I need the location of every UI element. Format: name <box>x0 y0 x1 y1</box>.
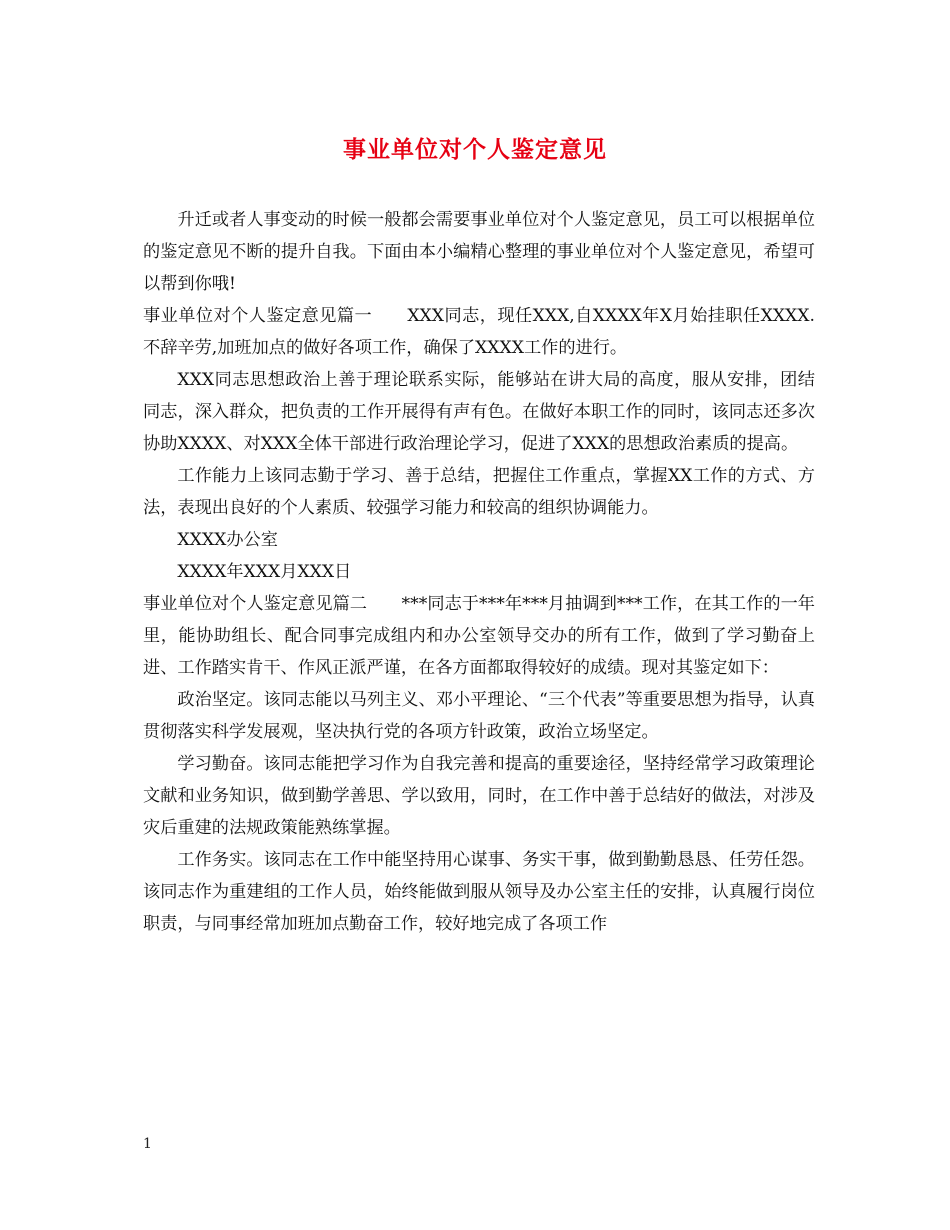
signature-date: XXXX年XXX月XXX日 <box>177 562 352 582</box>
paragraph-intro: 升迁或者人事变动的时候一般都会需要事业单位对个人鉴定意见，员工可以根据单位的鉴定意见不断的提升自我。下面由本小编精心整理的事业单位对个人鉴定意见，希望可以帮到你哦! <box>143 210 815 294</box>
paragraph-politically-firm: 政治坚定。该同志能以马列主义、邓小平理论、“三个代表”等重要思想为指导，认真贯彻落实科学发展观，坚决执行党的各项方针政策，政治立场坚定。 <box>143 690 815 742</box>
document-body <box>143 204 815 940</box>
document-title: 事业单位对个人鉴定意见 <box>343 136 607 163</box>
page-number: 1 <box>143 1136 152 1152</box>
paragraph-section-one-heading: 事业单位对个人鉴定意见篇一 XXX同志，现任XXX,自XXXX年X月始挂职任XXXX.不辞辛劳,加班加点的做好各项工作，确保了XXXX工作的进行。 <box>143 306 815 358</box>
paragraph-diligent-study: 学习勤奋。该同志能把学习作为自我完善和提高的重要途径，坚持经常学习政策理论文献和业务知识，做到勤学善思、学以致用，同时，在工作中善于总结好的做法，对涉及灾后重建的法规政策能熟练掌握。 <box>143 754 815 838</box>
signature-office: XXXX办公室 <box>177 530 278 550</box>
paragraph-section-two-heading: 事业单位对个人鉴定意见篇二 ***同志于***年***月抽调到***工作，在其工作的一年里，能协助组长、配合同事完成组内和办公室领导交办的所有工作，做到了学习勤奋上进、工作踏实肯干、作风正派严谨，在各方面都取得较好的成绩。现对其鉴定如下： <box>143 594 815 678</box>
paragraph-political: XXX同志思想政治上善于理论联系实际，能够站在讲大局的高度，服从安排，团结同志，深入群众，把负责的工作开展得有声有色。在做好本职工作的同时，该同志还多次协助XXXX、对XXX全体干部进行政治理论学习，促进了XXX的思想政治素质的提高。 <box>143 370 815 454</box>
paragraph-practical-work: 工作务实。该同志在工作中能坚持用心谋事、务实干事，做到勤勤恳恳、任劳任怨。该同志作为重建组的工作人员，始终能做到服从领导及办公室主任的安排，认真履行岗位职责，与同事经常加班加点勤奋工作，较好地完成了各项工作 <box>143 850 815 934</box>
paragraph-ability: 工作能力上该同志勤于学习、善于总结，把握住工作重点，掌握XX工作的方式、方法，表现出良好的个人素质、较强学习能力和较高的组织协调能力。 <box>143 466 815 518</box>
